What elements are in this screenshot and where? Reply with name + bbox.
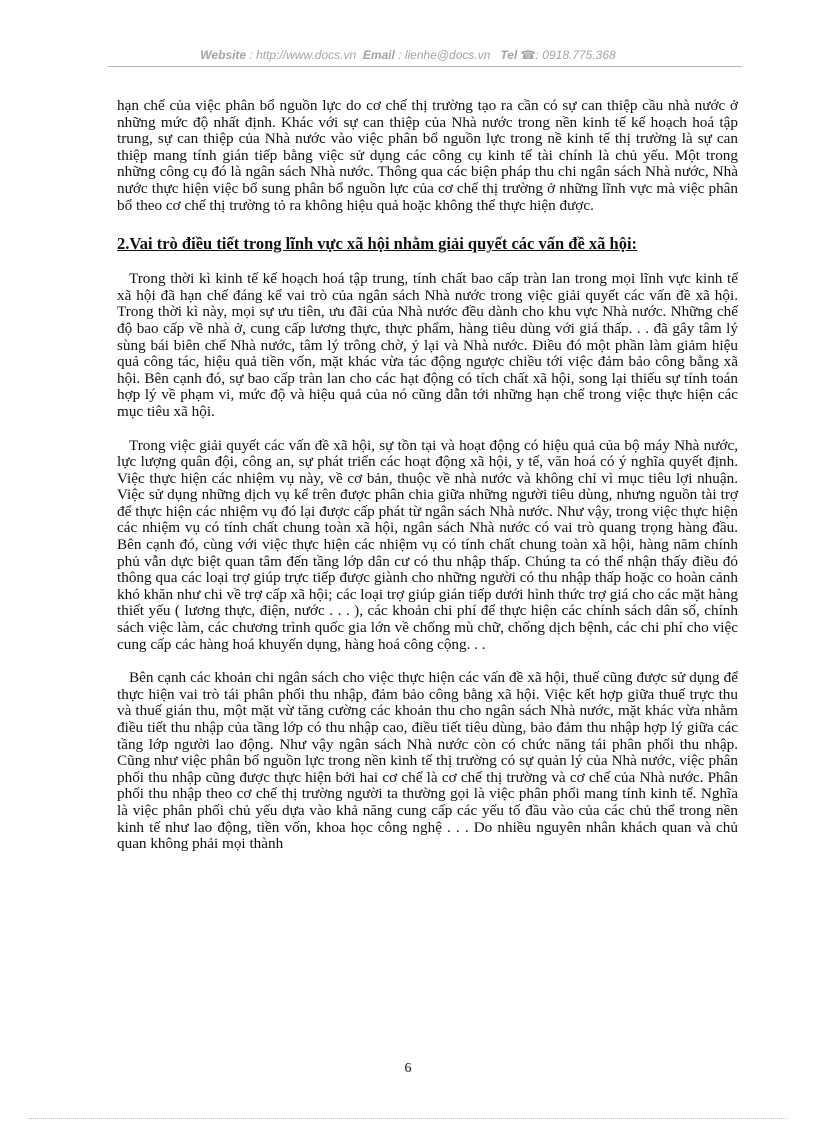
website-value: : http://www.docs.vn bbox=[249, 48, 357, 62]
paragraph-4: Bên cạnh các khoản chi ngân sách cho việc thực hiện các vấn đề xã hội, thuế cũng được sử dụng để thực hiện vai trò tái phân phối thu nhập, đảm bảo công bằng xã hội. Việc kết hợp giữa thuế trực thu và thuế gián thu, một mặt vừ tăng cường các khoản thu cho ngân sách Nhà nước, mặt khác vừa nhằm điều tiết thu nhập của tầng lớp có thu nhập cao, điều tiết tiêu dùng, bảo đảm thu nhập hợp lý giữa các tầng lớp người lao động. Như vậy ngân sách Nhà nước còn có chức năng tái phân phối thu nhập. Cũng như việc phân bổ nguồn lực trong nền kinh tế thị trường có sự quản lý của Nhà nước, việc phân phối thu nhập cũng được thực hiện bởi hai cơ chế là cơ chế thị trường và cơ chế của Nhà nước. Phân phối thu nhập theo cơ chế thị trường người ta thường gọi là việc phân phối mang tính kinh tế. Nghĩa là việc phân phối chủ yếu dựa vào khả năng cung cấp các yếu tố đầu vào của các chủ thể trong nền kinh tế như lao động, tiền vốn, khoa học công nghệ . . . Do nhiều nguyên nhân khách quan và chủ quan không phải mọi thành bbox=[117, 669, 738, 853]
section-heading: 2.Vai trò điều tiết trong lĩnh vực xã hội nhằm giải quyết các vấn đề xã hội: bbox=[117, 234, 638, 254]
tel-value: : 0918.775.368 bbox=[535, 48, 616, 62]
tel-label: Tel bbox=[500, 48, 518, 62]
document-body bbox=[117, 98, 738, 853]
email-value: : lienhe@docs.vn bbox=[398, 48, 491, 62]
footer-divider bbox=[28, 1118, 788, 1119]
paragraph-1: hạn chế của việc phân bổ nguồn lực do cơ chế thị trường tạo ra cần có sự can thiệp cầu nhà nước ở những mức độ nhất định. Khác với sự can thiệp của Nhà nước trong nền kinh tế kế hoạch hoá tập trung, sự can thiệp của Nhà nước vào việc phân bổ nguồn lực trong nề kinh tế thị trường là sự can thiệp mang tính gián tiếp bằng việc sử dụng các công cụ kinh tế tài chính là chủ yếu. Một trong những công cụ đó là ngân sách Nhà nước. Thông qua các biện pháp thu chi ngân sách Nhà nước, Nhà nước thực hiện việc bổ sung phân bổ nguồn lực của cơ chế thị trường ở những lĩnh vực mà việc phân bổ theo cơ chế thị trường tỏ ra không hiệu quả hoặc không thể thực hiện được. bbox=[117, 97, 738, 214]
website-label: Website bbox=[200, 48, 247, 62]
phone-icon: ☎ bbox=[520, 48, 536, 62]
email-label: Email bbox=[362, 48, 395, 62]
header-divider bbox=[108, 66, 742, 67]
paragraph-3: Trong việc giải quyết các vấn đề xã hội, sự tồn tại và hoạt động có hiệu quả của bộ máy Nhà nước, lực lượng quân đội, công an, sự phát triển các hoạt động xã hội, y tế, văn hoá có ý nghĩa quyết định. Việc thực hiện các nhiệm vụ này, về cơ bản, thuộc về nhà nước và không chỉ vì mục tiêu lợi nhuận. Việc sử dụng những dịch vụ kể trên được phân chia giữa những người tiêu dùng, nhưng nguồn tài trợ để thực hiện các nhiệm vụ đó lại được cấp phát từ ngân sách Nhà nước. Như vậy, trong việc thực hiện các nhiệm vụ có tính chất chung toàn xã hội, ngân sách Nhà nước có vai trò quang trọng hàng đầu. Bên cạnh đó, cùng với việc thực hiện các nhiệm vụ có tính chất chung toàn xã hội, hàng năm chính phủ vẫn dực biệt quan tâm đến tầng lớp dân cư có thu nhập thấp. Chúng ta có thể nhận thấy điều đó thông qua các loại trợ giúp trực tiếp được giành cho những người có thu nhập thấp hoặc co hoàn cảnh khó khăn như chi về trợ cấp xã hội; các loại trợ giúp gián tiếp dưới hình thức trợ giá cho các mặt hàng thiết yếu ( lương thực, điện, nước . . . ), các khoản chi phí để thực hiện các chính sách dân số, chính sách việc làm, các chương trình quốc gia lớn về chống mù chữ, chống dịch bệnh, các chi phí cho việc cung cấp các hàng hoá khuyến dụng, hàng hoá công cộng. . . bbox=[117, 436, 738, 653]
paragraph-2: Trong thời kì kinh tế kế hoạch hoá tập trung, tính chất bao cấp tràn lan trong mọi lĩnh vực kinh tế xã hội đã hạn chế đáng kể vai trò của ngân sách Nhà nước trong việc giải quyết các vấn đề xã hội. Trong thời kì này, mọi sự ưu tiên, ưu đãi của Nhà nước đều dành cho khu vực Nhà nước. Những chế độ bao cấp về nhà ở, cung cấp lương thực, thực phẩm, hàng tiêu dùng với giá thấp. . . đã gây tâm lý sùng bái biên chế Nhà nước, tâm lý trông chờ, ỷ lại và Nhà nước. Điều đó một phần làm giảm hiệu quả công tác, hiệu quả tiền vốn, mặt khác vừa tác động ngược chiều tới việc đảm bảo công bằng xã hội. Bên cạnh đó, sự bao cấp tràn lan cho các hạt động có tích chất xã hội, song lại thiếu sự tính toán hợp lý về phạm vi, mức độ và hiệu quả của nó cũng dẫn tới những hạn chế trong việc thực hiện các mục tiêu xã hội. bbox=[117, 270, 738, 420]
page-header bbox=[0, 48, 816, 62]
page-number: 6 bbox=[404, 1061, 412, 1076]
